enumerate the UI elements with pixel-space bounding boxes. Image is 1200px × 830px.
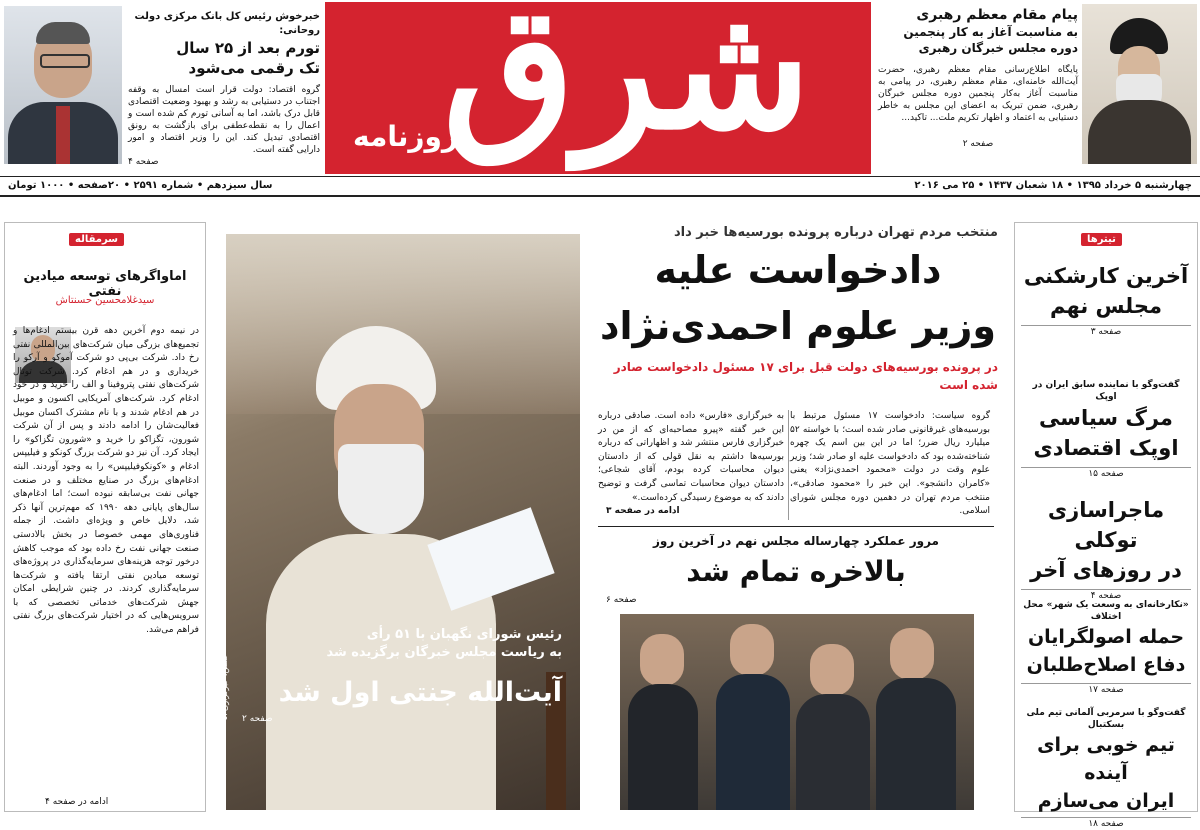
sidebar-item-page-ref: صفحه ۳ (1021, 325, 1191, 338)
editorial-body: در نیمه دوم آخرین دهه قرن بیستم ادغام‌ها و تجمیع‌های بزرگی میان شرکت‌های بین‌المللی نفتی رخ داد. شرکت بی‌پی دو شرکت آموکو و آرکو را خریداری و در هم ادغام کرد. شرکت توتال شرکت‌های نفتی پتروفینا و الف را خرید و در خود ادغام کرد. شرکت‌های آمریکایی اکسون و موبیل در هم ادغام شدند و با نام مشترک اکسان موبیل فعالیت‌شان را ادامه دادند و پس از آن شرکت شورون، تگزاکو را خرید و «شورون تگزاکو» را ایجاد کرد. آن نیز دو شرکت بزرگ کونکو و فیلیپس ادغام و «کونکوفیلیپس» را به وجود آوردند. البته ادغام‌های بزرگ در صنایع مختلف و در صنعت جهانی نفت بی‌سابقه نبوده است؛ اما ادغام‌های سال‌های پایانی دهه ۱۹۹۰ که مهم‌ترین آنها ذکر شد، دلایل خاص و ویژه‌ای داشت. از جمله فناوری‌های مهمی خصوصا در بخش بالادستی صنعت جهانی نفت رخ داده بود که موجب کاهش درخور توجه هزینه‌های سرمایه‌گذاری در پروژه‌های توسعه میادین نفتی ارتقا یافته و شرکت‌ها سرمایه‌گذاری کردند. در چنین شرایطی امکان جهش شرکت‌های خدماتی تخصصی که با سرویس‌هایی که در اختیار شرکت‌های بزرگ نفتی فراهم می‌شد. (13, 326, 199, 636)
main-photo-headline[interactable]: آیت‌الله جنتی اول شد (278, 677, 562, 708)
sidebar-item-kicker: گفت‌وگو با سرمربی آلمانی تیم ملی بسکتبال (1026, 708, 1186, 730)
sidebar-item-title: مرگ سیاسی (1039, 406, 1173, 430)
lead-continue[interactable]: ادامه در صفحه ۳ (606, 506, 680, 516)
sidebar-item-title: آخرین کارشکنی (1023, 264, 1189, 288)
sidebar-item-title: دفاع اصلاح‌طلبان (1026, 654, 1186, 676)
editorial-author: سیدغلامحسین حسنتاش (55, 295, 155, 306)
sidebar-item-title: تیم خوبی برای آینده (1037, 734, 1175, 784)
sidebar-item-page-ref: صفحه ۱۷ (1021, 683, 1191, 696)
sidebar-item-kicker: «نکارخانه‌ای به وسعت یک شهر» محل اختلاف (1023, 600, 1189, 622)
main-photo-page-ref: صفحه ۲ (242, 714, 273, 724)
lead-col-divider (788, 410, 789, 520)
top-right-title-1[interactable]: پیام مقام معظم رهبری (916, 7, 1078, 23)
sidebar-item-title: حمله اصولگرایان (1027, 626, 1185, 648)
lead-col-right: گروه سیاست: دادخواست ۱۷ مسئول مرتبط با بورسیه‌های غیرقانونی صادر شده است؛ با خواسته ۵۲ میلیارد ریال ضرر؛ اما در این بین اسم یک چهره شناخته‌شده بود که دادخواست علیه او صادر شد؛ وزیر علوم وقت در دولت «محمود احمدی‌نژاد» یعنی «کامران دانشجو». این خبر را «محمود صادقی»، منتخب مردم تهران در دهمین دوره مجلس شورای اسلامی. (790, 411, 990, 517)
sidebar-item-title: ماجراسازی توکلی (1047, 498, 1165, 552)
editorial-label: سرمقاله (69, 233, 124, 246)
leader-portrait (1082, 4, 1197, 164)
sidebar (1014, 222, 1198, 829)
sidebar-item[interactable] (1021, 707, 1191, 830)
masthead-rule (0, 176, 1200, 177)
sidebar-item[interactable] (1021, 379, 1191, 480)
sidebar-item-title: اوپک اقتصادی (1033, 436, 1179, 460)
parliament-photo[interactable] (620, 614, 974, 810)
top-left-title-1[interactable]: تورم بعد از ۲۵ سال (176, 39, 320, 57)
masthead-rule-bottom (0, 195, 1200, 197)
date-line: چهارشنبه ۵ خرداد ۱۳۹۵ • ۱۸ شعبان ۱۴۳۷ • ۲۵ می ۲۰۱۶ (914, 180, 1192, 191)
second-kicker: مرور عملکرد چهارساله مجلس نهم در آخرین روز (653, 534, 939, 548)
top-right-body: پایگاه اطلاع‌رسانی مقام معظم رهبری، حضرت آیت‌الله خامنه‌ای، مقام معظم رهبری، در پیامی به مناسبت آغاز به‌کار پنجمین دوره مجلس خبرگان رهبری، ضمن تبریک به اعضای این مجلس به خاطر دستیابی به اعتماد و اظهار تکریم ملت... تاکید... (878, 65, 1078, 123)
sidebar-item-page-ref: صفحه ۱۸ (1021, 817, 1191, 830)
lead-subhead: در پرونده بورسیه‌های دولت قبل برای ۱۷ مسئول دادخواست صادر شده است (613, 360, 998, 392)
logo-text: شرق (442, 0, 811, 168)
main-photo-kicker-1: رئیس شورای نگهبان با ۵۱ رأی (366, 627, 562, 642)
main-photo-kicker-2: به ریاست مجلس خبرگان برگزیده شد (326, 645, 562, 660)
editorial-title[interactable]: اماواگرهای توسعه میادین نفتی (23, 269, 187, 299)
top-left-title-2[interactable]: تک رقمی می‌شود (188, 59, 320, 77)
sidebar-item-page-ref: صفحه ۴ (1021, 589, 1191, 602)
top-right-title-3[interactable]: دوره مجلس خبرگان رهبری (918, 41, 1078, 55)
lead-story-rule (598, 526, 994, 527)
central-bank-governor-portrait (4, 6, 122, 164)
top-right-page-ref: صفحه ۲ (962, 139, 994, 149)
lead-col-left: به خبرگزاری «فارس» داده است. صادقی درباره این خبر گفته «پیرو مصاحبه‌ای که از من در خبرگزاری فارس منتشر شد و اظهاراتی که درباره بورسیه‌ها داشتم به نقل قولی که از دادستان دیوان محاسبات کرده بودم، آقای شجاعی؛ دادستان دیوان محاسبات تماسی گرفت و توضیح دادند که به موضوع رسیدگی کرده‌است.» (598, 411, 784, 503)
lead-headline-1[interactable]: دادخواست علیه (654, 248, 942, 292)
top-right-title-2[interactable]: به مناسبت آغاز به کار پنجمین (903, 25, 1078, 39)
masthead (0, 0, 1200, 196)
photo-credit: عکس: خبرگزاری آنا (220, 654, 229, 721)
sidebar-item-kicker: گفت‌وگو با نماینده سابق ایران در اوپک (1032, 380, 1180, 402)
issue-line: سال سیزدهم • شماره ۲۵۹۱ • ۲۰صفحه • ۱۰۰۰ تومان (8, 180, 273, 191)
top-left-body: گروه اقتصاد: دولت قرار است امسال به وقفه اجتناب در دستیابی به رشد و بهبود وضعیت اقتصادی قابل درک باشد، اما به آسانی تورم کم شده است و اعمال را به نقطه‌عطفی برای بازگشت به رونق اقتصادی تبدیل کند. این را وزیر اقتصاد و امور دارایی گفته است. (128, 85, 320, 155)
sidebar-item-title: ایران می‌سازم (1037, 790, 1175, 812)
sidebar-item-page-ref: صفحه ۱۵ (1021, 467, 1191, 480)
sidebar-item[interactable] (1021, 599, 1191, 696)
logo-subtitle: روزنامه (353, 120, 458, 153)
sidebar-label: تیترها (1081, 233, 1122, 246)
sidebar-item[interactable] (1021, 261, 1191, 338)
lead-headline-2[interactable]: وزیر علوم احمدی‌نژاد (599, 304, 997, 348)
sidebar-item-title: در روزهای آخر (1030, 558, 1182, 582)
second-page-ref: صفحه ۶ (606, 595, 637, 605)
sidebar-item[interactable] (1021, 495, 1191, 602)
main-photo[interactable] (220, 234, 580, 810)
masthead-logo-box[interactable] (325, 2, 871, 174)
editorial-continue[interactable]: ادامه در صفحه ۴ (45, 797, 109, 807)
top-left-page-ref: صفحه ۴ (128, 157, 159, 167)
sidebar-item-title: مجلس نهم (1050, 294, 1162, 318)
top-left-kicker: خبرخوش رئیس کل بانک مرکزی دولت روحانی: (134, 11, 320, 36)
lead-kicker: منتخب مردم تهران درباره پرونده بورسیه‌ها خبر داد (673, 225, 998, 240)
second-headline[interactable]: بالاخره تمام شد (686, 555, 906, 588)
editorial-column (4, 222, 206, 812)
